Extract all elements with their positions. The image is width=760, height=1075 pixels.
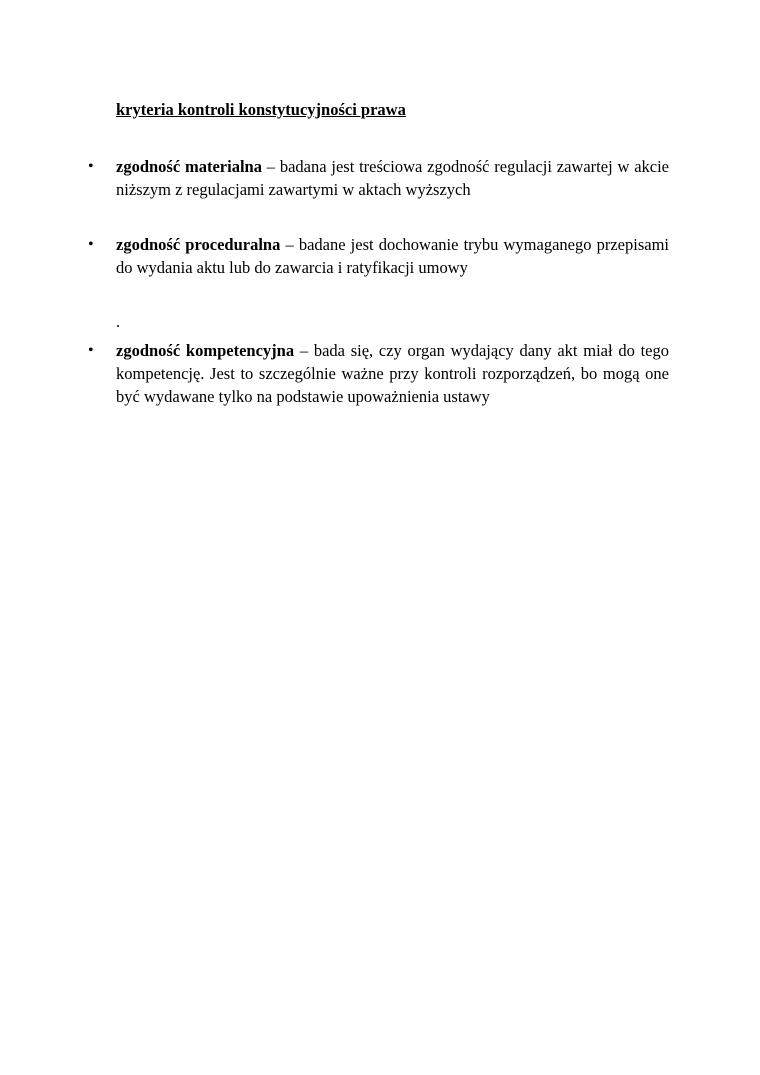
- item-term: zgodność proceduralna: [116, 235, 281, 254]
- bullet-icon: •: [88, 158, 94, 175]
- item-term: zgodność materialna: [116, 157, 262, 176]
- stray-period: .: [116, 312, 121, 331]
- list-item: [88, 339, 669, 408]
- item-description: – badane jest dochowanie trybu wymaganego przepisami do wydania aktu lub do zawarcia i ratyfikacji umowy: [116, 235, 669, 277]
- item-description: – bada się, czy organ wydający dany akt miał do tego kompetencję. Jest to szczególnie ważne przy kontroli rozporządzeń, bo mogą one być wydawane tylko na podstawie upoważnienia ustawy: [116, 341, 669, 406]
- bullet-icon: •: [88, 342, 94, 359]
- item-term: zgodność kompetencyjna: [116, 341, 295, 360]
- list-item: [88, 155, 670, 201]
- item-description: – badana jest treściowa zgodność regulacji zawartej w akcie niższym z regulacjami zawartymi w aktach wyższych: [116, 157, 670, 199]
- bullet-icon: •: [88, 236, 94, 253]
- list-item: [88, 233, 669, 279]
- document-title: kryteria kontroli konstytucyjności prawa: [116, 100, 406, 119]
